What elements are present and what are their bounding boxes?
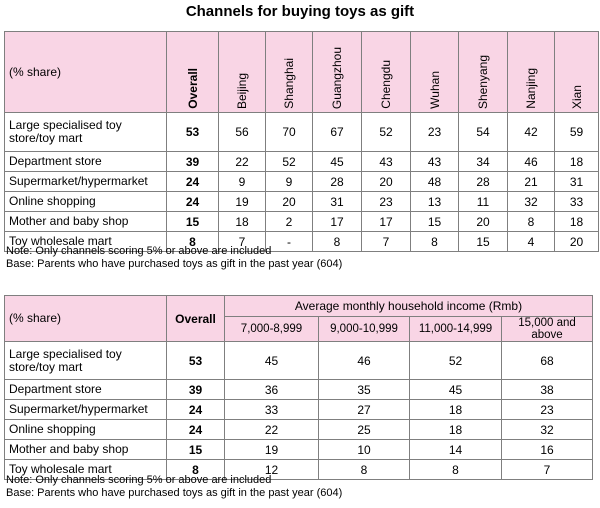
value-cell: 56 <box>219 113 266 152</box>
value-cell: 15 <box>459 232 508 252</box>
row-label: Supermarket/hypermarket <box>5 400 167 420</box>
overall-cell: 39 <box>167 380 225 400</box>
share-label: (% share) <box>5 296 167 342</box>
value-cell: 23 <box>411 113 459 152</box>
value-cell: 8 <box>508 212 555 232</box>
value-cell: 25 <box>319 420 410 440</box>
value-cell: 35 <box>319 380 410 400</box>
share-label: (% share) <box>5 32 167 113</box>
value-cell: 21 <box>508 172 555 192</box>
column-header: Xian <box>555 32 599 113</box>
city-table-header <box>5 32 599 113</box>
value-cell: 28 <box>313 172 362 192</box>
column-header: Overall <box>167 32 219 113</box>
value-cell: 33 <box>555 192 599 212</box>
city-table-body <box>5 113 599 252</box>
column-header: Chengdu <box>362 32 411 113</box>
value-cell: 20 <box>555 232 599 252</box>
value-cell: 70 <box>266 113 313 152</box>
value-cell: 52 <box>362 113 411 152</box>
column-header: Beijing <box>219 32 266 113</box>
row-label: Large specialised toy store/toy mart <box>5 342 167 380</box>
value-cell: 7 <box>502 460 593 480</box>
overall-cell: 24 <box>167 400 225 420</box>
table-row <box>5 400 593 420</box>
value-cell: 43 <box>362 152 411 172</box>
value-cell: 36 <box>225 380 319 400</box>
value-cell: 68 <box>502 342 593 380</box>
table-row <box>5 172 599 192</box>
overall-cell: 15 <box>167 440 225 460</box>
page-title: Channels for buying toys as gift <box>185 3 415 20</box>
value-cell: 32 <box>502 420 593 440</box>
overall-cell: 24 <box>167 172 219 192</box>
value-cell: 17 <box>313 212 362 232</box>
value-cell: - <box>266 232 313 252</box>
income-column-header: 7,000-8,999 <box>225 317 319 342</box>
table-row <box>5 113 599 152</box>
value-cell: 20 <box>266 192 313 212</box>
value-cell: 23 <box>502 400 593 420</box>
value-cell: 8 <box>410 460 502 480</box>
value-cell: 38 <box>502 380 593 400</box>
value-cell: 2 <box>266 212 313 232</box>
value-cell: 42 <box>508 113 555 152</box>
row-label: Toy wholesale mart <box>5 460 167 480</box>
income-column-header: 9,000-10,999 <box>319 317 410 342</box>
income-column-header: 15,000 and above <box>502 317 593 342</box>
value-cell: 7 <box>219 232 266 252</box>
overall-cell: 24 <box>167 192 219 212</box>
row-label: Large specialised toy store/toy mart <box>5 113 167 152</box>
column-header: Guangzhou <box>313 32 362 113</box>
value-cell: 19 <box>225 440 319 460</box>
value-cell: 59 <box>555 113 599 152</box>
row-label: Supermarket/hypermarket <box>5 172 167 192</box>
value-cell: 46 <box>508 152 555 172</box>
city-table <box>4 31 599 252</box>
overall-cell: 39 <box>167 152 219 172</box>
value-cell: 18 <box>555 212 599 232</box>
value-cell: 18 <box>410 400 502 420</box>
table-row <box>5 440 593 460</box>
value-cell: 8 <box>319 460 410 480</box>
column-header: Shenyang <box>459 32 508 113</box>
value-cell: 31 <box>555 172 599 192</box>
table2-base: Base: Parents who have purchased toys as gift in the past year (604) <box>6 487 343 499</box>
value-cell: 46 <box>319 342 410 380</box>
value-cell: 45 <box>225 342 319 380</box>
value-cell: 15 <box>411 212 459 232</box>
value-cell: 34 <box>459 152 508 172</box>
value-cell: 33 <box>225 400 319 420</box>
income-group-header: Average monthly household income (Rmb) <box>225 296 593 317</box>
overall-cell: 24 <box>167 420 225 440</box>
value-cell: 32 <box>508 192 555 212</box>
value-cell: 17 <box>362 212 411 232</box>
value-cell: 16 <box>502 440 593 460</box>
column-header: Wuhan <box>411 32 459 113</box>
value-cell: 11 <box>459 192 508 212</box>
income-table <box>4 295 593 480</box>
value-cell: 10 <box>319 440 410 460</box>
value-cell: 45 <box>410 380 502 400</box>
row-label: Department store <box>5 152 167 172</box>
value-cell: 52 <box>410 342 502 380</box>
income-table-body <box>5 342 593 480</box>
table2-note: Note: Only channels scoring 5% or above are included <box>6 474 272 486</box>
table-row <box>5 342 593 380</box>
overall-cell: 53 <box>167 342 225 380</box>
value-cell: 20 <box>362 172 411 192</box>
table-row <box>5 212 599 232</box>
value-cell: 8 <box>313 232 362 252</box>
overall-cell: 8 <box>167 232 219 252</box>
overall-cell: 15 <box>167 212 219 232</box>
value-cell: 22 <box>225 420 319 440</box>
row-label: Department store <box>5 380 167 400</box>
value-cell: 18 <box>410 420 502 440</box>
table-row <box>5 420 593 440</box>
income-table-header <box>5 296 593 317</box>
value-cell: 18 <box>555 152 599 172</box>
table-row <box>5 380 593 400</box>
value-cell: 19 <box>219 192 266 212</box>
table-row <box>5 152 599 172</box>
value-cell: 22 <box>219 152 266 172</box>
income-column-header: 11,000-14,999 <box>410 317 502 342</box>
column-header: Nanjing <box>508 32 555 113</box>
value-cell: 28 <box>459 172 508 192</box>
value-cell: 4 <box>508 232 555 252</box>
value-cell: 9 <box>266 172 313 192</box>
value-cell: 31 <box>313 192 362 212</box>
value-cell: 14 <box>410 440 502 460</box>
value-cell: 20 <box>459 212 508 232</box>
row-label: Online shopping <box>5 192 167 212</box>
table1-note: Note: Only channels scoring 5% or above are included <box>6 245 272 257</box>
table-row <box>5 192 599 212</box>
overall-cell: 8 <box>167 460 225 480</box>
value-cell: 45 <box>313 152 362 172</box>
value-cell: 43 <box>411 152 459 172</box>
column-header: Shanghai <box>266 32 313 113</box>
value-cell: 8 <box>411 232 459 252</box>
table1-base: Base: Parents who have purchased toys as gift in the past year (604) <box>6 258 343 270</box>
overall-cell: 53 <box>167 113 219 152</box>
value-cell: 12 <box>225 460 319 480</box>
value-cell: 52 <box>266 152 313 172</box>
value-cell: 18 <box>219 212 266 232</box>
value-cell: 67 <box>313 113 362 152</box>
row-label: Mother and baby shop <box>5 440 167 460</box>
row-label: Online shopping <box>5 420 167 440</box>
value-cell: 54 <box>459 113 508 152</box>
value-cell: 13 <box>411 192 459 212</box>
overall-header: Overall <box>167 296 225 342</box>
value-cell: 23 <box>362 192 411 212</box>
row-label: Toy wholesale mart <box>5 232 167 252</box>
value-cell: 48 <box>411 172 459 192</box>
value-cell: 7 <box>362 232 411 252</box>
row-label: Mother and baby shop <box>5 212 167 232</box>
value-cell: 27 <box>319 400 410 420</box>
value-cell: 9 <box>219 172 266 192</box>
